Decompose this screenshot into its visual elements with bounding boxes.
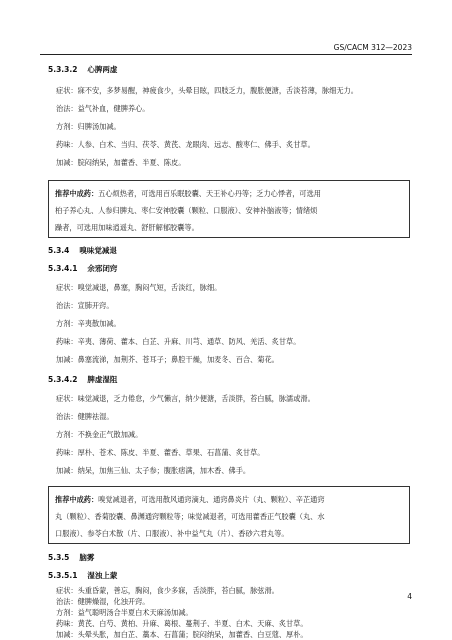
paragraph-line: 症状：头重昏蒙，善忘，胸闷，食少多寐，舌淡胖，苔白腻，脉弦滑。 — [56, 586, 279, 595]
box-line: 推荐中成药：五心烦热者，可选用百乐眠胶囊、天王补心丹等；乏力心悸者，可选用 — [55, 189, 321, 198]
section-title: 心脾两虚 — [87, 65, 118, 74]
box-lead: 推荐中成药： — [55, 495, 99, 504]
box-line: 柏子养心丸、人参归脾丸、枣仁安神胶囊（颗粒、口服液）、安神补脑液等；情绪烦 — [55, 206, 318, 215]
standard-code: GS/CACM 312—2023 — [333, 43, 412, 52]
box-lead: 推荐中成药： — [55, 189, 99, 198]
recommendation-box — [48, 486, 410, 544]
paragraph-line: 药味：黄芪、白芍、黄柏、升麻、葛根、蔓荆子、半夏、白术、天麻、炙甘草。 — [56, 619, 308, 628]
paragraph-line: 药味：人参、白术、当归、茯苓、黄芪、龙眼肉、远志、酸枣仁、佛手、炙甘草。 — [56, 140, 315, 149]
box-line: 丸（颗粒）、香菊胶囊、鼻渊通窍颗粒等；味觉减退者，可选用藿香正气胶囊（丸、水 — [55, 512, 325, 521]
recommendation-box — [48, 180, 410, 238]
paragraph-line: 加减：鼻塞流涕，加荆芥、苍耳子；鼻腔干燥，加麦冬、百合、菊花。 — [56, 355, 279, 364]
paragraph-line: 药味：厚朴、苍术、陈皮、半夏、藿香、草果、石菖蒲、炙甘草。 — [56, 448, 265, 457]
section-heading-5-3-4 — [48, 245, 117, 256]
paragraph-line: 方剂：不换金正气散加减。 — [56, 430, 143, 439]
section-title: 嗅味觉减退 — [79, 246, 117, 255]
section-heading-5-3-3-2 — [48, 64, 117, 75]
box-line: 躁者，可选用加味逍遥丸、舒肝解郁胶囊等。 — [55, 223, 199, 232]
section-number: 5.3.4.2 — [48, 375, 78, 384]
box-line: 推荐中成药：嗅觉减退者，可选用散风通窍滴丸、通窍鼻炎片（丸、颗粒）、辛芷通窍 — [55, 495, 325, 504]
section-number: 5.3.4.1 — [48, 264, 78, 273]
section-number: 5.3.3.2 — [48, 65, 78, 74]
section-title: 脾虚湿阻 — [87, 375, 118, 384]
section-heading-5-3-4-1 — [48, 263, 117, 274]
paragraph-line: 加减：脘闷纳呆，加藿香、半夏、陈皮。 — [56, 158, 186, 167]
section-heading-5-3-4-2 — [48, 374, 117, 385]
paragraph-line: 症状：寐不安，多梦易醒，神疲食少，头晕目眩，四肢乏力，腹胀便溏，舌淡苔薄，脉细无力。 — [56, 86, 358, 95]
paragraph-line: 加减：头晕头胀，加白芷、藁本、石菖蒲；脘闷纳呆，加藿香、白豆蔻、厚朴。 — [56, 630, 308, 639]
paragraph-line: 治法：宣肺开窍。 — [56, 301, 114, 310]
page-number: 4 — [407, 592, 412, 601]
section-heading-5-3-5 — [48, 552, 94, 563]
section-number: 5.3.4 — [48, 246, 70, 255]
header-rule — [40, 54, 412, 55]
paragraph-line: 方剂：益气聪明汤合半夏白术天麻汤加减。 — [56, 608, 193, 617]
paragraph-line: 加减：纳呆，加焦三仙、太子参；腹胀痞满，加木香、佛手。 — [56, 466, 251, 475]
section-heading-5-3-5-1 — [48, 570, 117, 581]
paragraph-line: 症状：味觉减退，乏力倦怠，少气懒言，纳少便溏，舌淡胖，苔白腻，脉濡或滑。 — [56, 394, 315, 403]
section-number: 5.3.5 — [48, 553, 70, 562]
section-number: 5.3.5.1 — [48, 571, 78, 580]
paragraph-line: 药味：辛夷、薄荷、藿本、白芷、升麻、川芎、通草、防风、羌活、炙甘草。 — [56, 337, 301, 346]
paragraph-line: 治法：健脾祛湿。 — [56, 412, 114, 421]
paragraph-line: 治法：益气补血，健脾养心。 — [56, 104, 150, 113]
section-title: 湿浊上蒙 — [87, 571, 118, 580]
paragraph-line: 方剂：辛夷散加减。 — [56, 319, 121, 328]
paragraph-line: 方剂：归脾汤加减。 — [56, 122, 121, 131]
section-title: 余邪闭窍 — [87, 264, 118, 273]
section-title: 脑雾 — [79, 553, 95, 562]
paragraph-line: 症状：嗅觉减退，鼻塞，胸闷气短，舌淡红，脉细。 — [56, 283, 222, 292]
paragraph-line: 治法：健脾燥湿，化浊开窍。 — [56, 597, 150, 606]
box-line: 口服液）、参苓白术散（片、口服液）、补中益气丸（片）、香砂六君丸等。 — [55, 529, 289, 538]
